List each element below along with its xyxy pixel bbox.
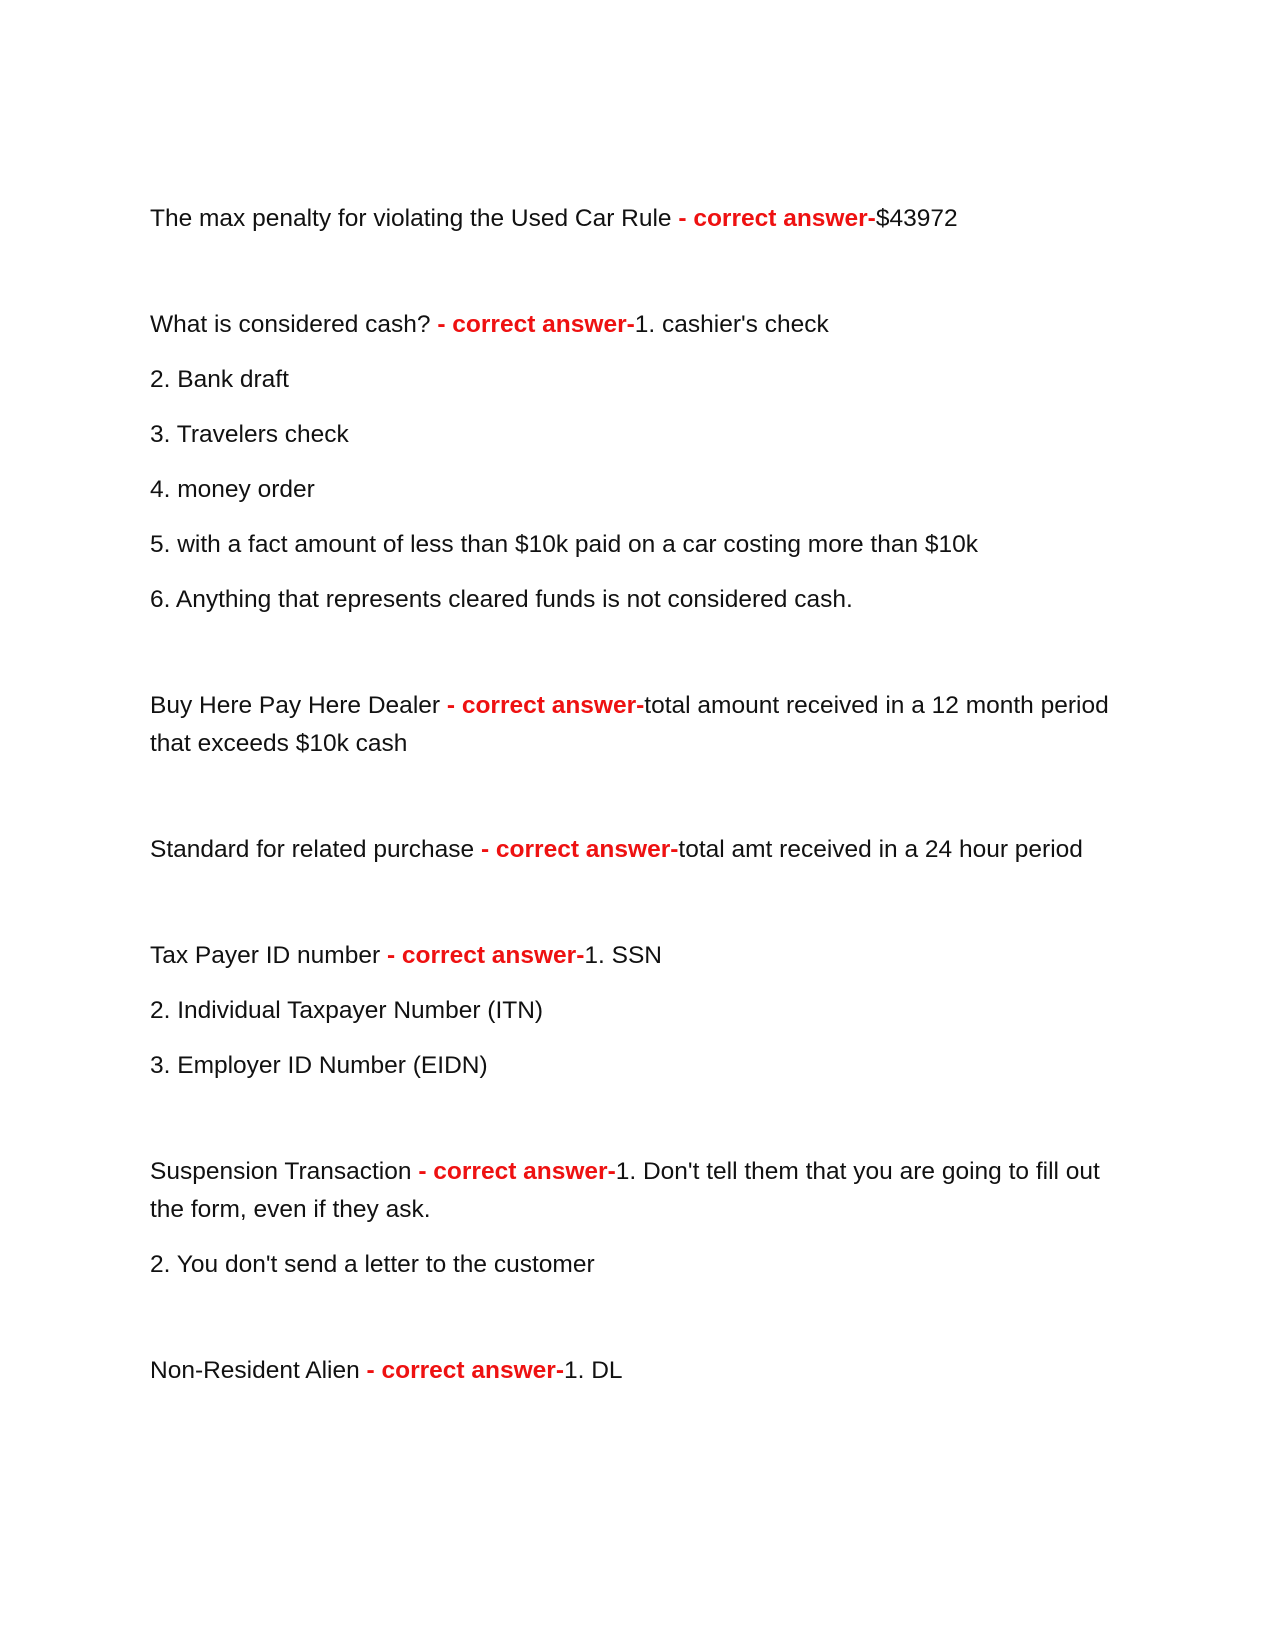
qa-entry [150, 306, 1110, 619]
question-text: Suspension Transaction [150, 1158, 412, 1185]
answer-text: 1. Don't tell them that you are going to fill out the form, even if they ask. [150, 1158, 1100, 1223]
qa-entry [150, 937, 1110, 1085]
answer-list-item: 2. You don't send a letter to the customer [150, 1251, 595, 1278]
answer-text: total amount received in a 12 month period that exceeds $10k cash [150, 692, 1109, 757]
qa-entry [150, 831, 1110, 869]
entry-line [150, 306, 1110, 344]
question-text: Tax Payer ID number [150, 942, 381, 969]
qa-entry [150, 1352, 1110, 1390]
entry-line [150, 687, 1110, 763]
answer-separator: - correct answer- [446, 692, 645, 719]
answer-list-item: 4. money order [150, 476, 315, 503]
answer-text: 1. cashier's check [634, 311, 829, 338]
answer-list-item: 2. Bank draft [150, 366, 289, 393]
answer-text: 1. DL [563, 1357, 623, 1384]
question-text: What is considered cash? [150, 311, 431, 338]
answer-list-item: 2. Individual Taxpayer Number (ITN) [150, 997, 544, 1024]
entry-line [150, 1352, 1110, 1390]
answer-list-item: 3. Travelers check [150, 421, 349, 448]
answer-list-item: 3. Employer ID Number (EIDN) [150, 1052, 488, 1079]
flashcard-list [150, 200, 1110, 1390]
question-text: Buy Here Pay Here Dealer [150, 692, 441, 719]
question-text: Non-Resident Alien [150, 1357, 360, 1384]
entry-line [150, 831, 1110, 869]
qa-entry [150, 200, 1110, 238]
answer-separator: - correct answer- [386, 942, 585, 969]
answer-separator: - correct answer- [678, 205, 876, 232]
answer-separator: - correct answer- [437, 311, 635, 338]
answer-list-item: 5. with a fact amount of less than $10k paid on a car costing more than $10k [150, 531, 979, 558]
answer-list-item: 6. Anything that represents cleared funds is not considered cash. [150, 586, 853, 613]
answer-text: 1. SSN [584, 942, 662, 969]
qa-entry [150, 1153, 1110, 1284]
question-text: Standard for related purchase [150, 836, 475, 863]
entry-line [150, 1153, 1110, 1229]
answer-text: $43972 [875, 205, 958, 232]
qa-entry [150, 687, 1110, 763]
answer-separator: - correct answer- [366, 1357, 564, 1384]
answer-separator: - correct answer- [480, 836, 679, 863]
entry-line [150, 937, 1110, 975]
question-text: The max penalty for violating the Used Car Rule [150, 205, 672, 232]
answer-text: total amt received in a 24 hour period [678, 836, 1083, 863]
answer-separator: - correct answer- [418, 1158, 616, 1185]
entry-line [150, 200, 1110, 238]
